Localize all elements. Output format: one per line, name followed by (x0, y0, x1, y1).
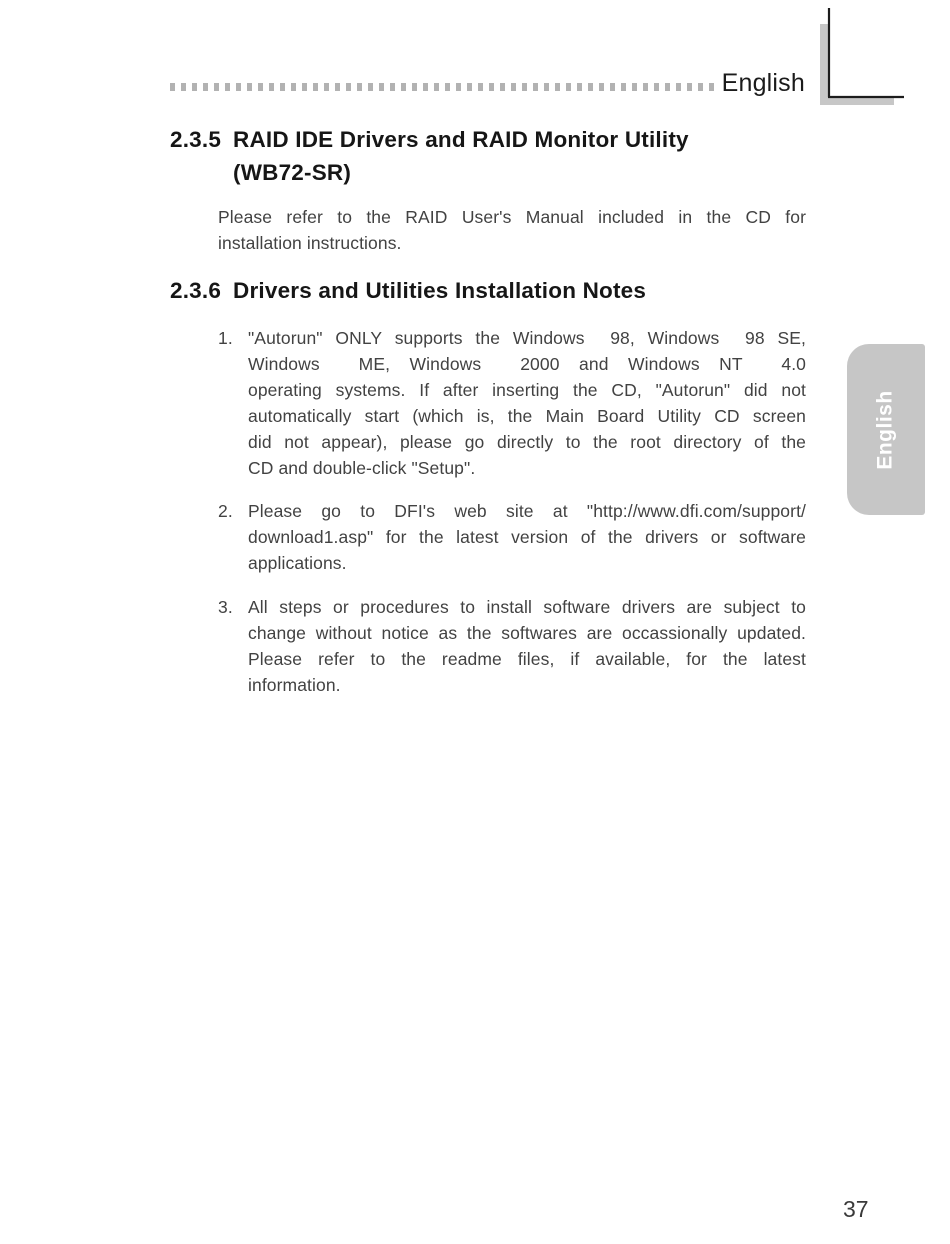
list-item-number: 2. (218, 501, 233, 521)
section-number: 2.3.6 (170, 278, 222, 303)
page-number: 37 (843, 1196, 869, 1222)
list-item (218, 498, 806, 576)
section-number: 2.3.5 (170, 127, 222, 152)
list-item-text: Please go to DFI's web site at "http://www.dfi.com/support/ download1.asp" for the latest version of the drivers or software applications. (248, 501, 806, 573)
section-heading-2-3-6 (170, 274, 646, 307)
list-item (218, 325, 806, 481)
section-paragraph: Please refer to the RAID User's Manual included in the CD for installation instructions. (218, 207, 806, 253)
section-title: Drivers and Utilities Installation Notes (233, 278, 647, 303)
section-heading-2-3-5 (170, 123, 689, 189)
list-item-text: "Autorun" ONLY supports the Windows 98, Windows 98 SE, Windows ME, Windows 2000 and Windows NT 4.0 operating systems. If after inserting the CD, "Autorun" did not automatically start (which is, the Main Board Utility CD screen did not appear), please go directly to the root directory of the CD and double-click "Setup". (248, 328, 806, 478)
header-language-label: English (721, 69, 805, 97)
section-title: RAID IDE Drivers and RAID Monitor Utility (WB72-SR) (233, 127, 689, 185)
side-language-tab (847, 344, 925, 515)
list-item (218, 594, 806, 698)
list-item-number: 1. (218, 328, 233, 348)
side-tab-label: English (874, 389, 897, 470)
list-item-number: 3. (218, 597, 233, 617)
page-corner-bracket-icon (820, 8, 910, 108)
dotted-separator (170, 83, 715, 91)
list-item-text: All steps or procedures to install software drivers are subject to change without notice as the softwares are occassionally updated. Please refer to the readme files, if available, for the latest information. (248, 597, 806, 695)
